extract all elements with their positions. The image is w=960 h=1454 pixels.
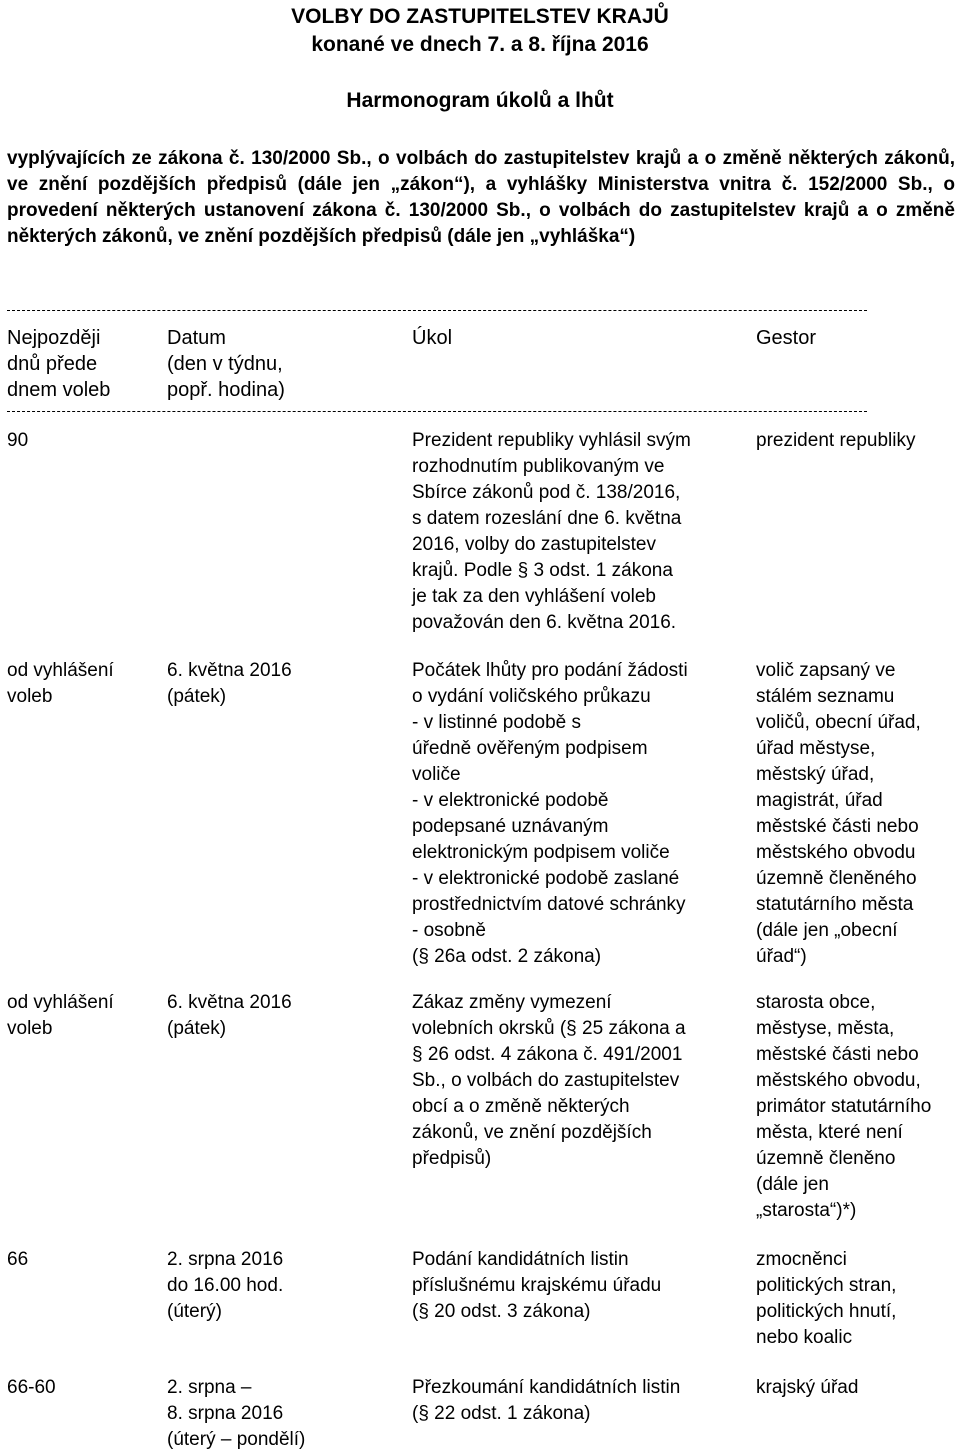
date-cell: 2. srpna – 8. srpna 2016 (úterý – pondělí) — [167, 1377, 306, 1450]
date-cell: 6. května 2016 (pátek) — [167, 660, 292, 707]
task-cell: Počátek lhůty pro podání žádosti o vydání voličského průkazu - v listinné podobě s úředně ověřeným podpisem voliče - v elektronické podobě podepsané uznávaným elektronickým podpisem voliče - v elektronické podobě zaslané prostřednictvím datové schránky - osobně (§ 26a odst. 2 zákona) — [412, 660, 688, 967]
column-header-date: Datum (den v týdnu, popř. hodina) — [167, 327, 285, 401]
column-header-days: Nejpozději dnů přede dnem voleb — [7, 327, 111, 401]
dashed-separator-bottom — [7, 411, 867, 412]
task-cell: Přezkoumání kandidátních listin (§ 22 odst. 1 zákona) — [412, 1377, 681, 1424]
date-cell: 6. května 2016 (pátek) — [167, 992, 292, 1039]
days-cell: 66 — [7, 1249, 29, 1270]
election-dates: konané ve dnech 7. a 8. října 2016 — [311, 33, 649, 56]
gestor-cell: zmocněnci politických stran, politických hnutí, nebo koalic — [756, 1249, 897, 1348]
gestor-cell: prezident republiky — [756, 430, 916, 451]
task-cell: Podání kandidátních listin příslušnému krajskému úřadu (§ 20 odst. 3 zákona) — [412, 1249, 662, 1322]
gestor-cell: starosta obce, městyse, města, městské části nebo městského obvodu, primátor statutárního města, které není územně členěno (dále jen „starosta“)*) — [756, 992, 932, 1221]
column-header-gestor: Gestor — [756, 327, 817, 349]
days-cell: 66-60 — [7, 1377, 56, 1398]
date-cell: 2. srpna 2016 do 16.00 hod. (úterý) — [167, 1249, 284, 1322]
document-title: VOLBY DO ZASTUPITELSTEV KRAJŮ — [291, 5, 669, 28]
dashed-separator-top — [7, 310, 867, 311]
gestor-cell: volič zapsaný ve stálém seznamu voličů, obecní úřad, úřad městyse, městský úřad, magistrát, úřad městské části nebo městského obvodu územně členěného statutárního města (dále jen „obecní úřad“) — [756, 660, 921, 967]
task-cell: Prezident republiky vyhlásil svým rozhodnutím publikovaným ve Sbírce zákonů pod č. 138/2016, s datem rozeslání dne 6. května 2016, volby do zastupitelstev krajů. Podle § 3 odst. 1 zákona je tak za den vyhlášení voleb považován den 6. května 2016. — [412, 430, 691, 633]
schedule-title: Harmonogram úkolů a lhůt — [346, 89, 614, 112]
days-cell: 90 — [7, 430, 29, 451]
days-cell: od vyhlášení voleb — [7, 992, 114, 1039]
intro-paragraph: vyplývajících ze zákona č. 130/2000 Sb., o volbách do zastupitelstev krajů a o změně některých zákonů, ve znění pozdějších předpisů (dále jen „zákon“), a vyhlášky Ministerstva vnitra č. 152/2000 Sb., o provedení některých ustanovení zákona č. 130/2000 Sb., o volbách do zastupitelstev krajů a o změně některých zákonů, ve znění pozdějších předpisů (dále jen „vyhláška“) — [7, 148, 955, 247]
column-header-task: Úkol — [412, 327, 453, 349]
gestor-cell: krajský úřad — [756, 1377, 859, 1398]
days-cell: od vyhlášení voleb — [7, 660, 114, 707]
task-cell: Zákaz změny vymezení volebních okrsků (§ 25 zákona a § 26 odst. 4 zákona č. 491/2001 Sb., o volbách do zastupitelstev obcí a o změně některých zákonů, ve znění pozdějších předpisů) — [412, 992, 686, 1169]
